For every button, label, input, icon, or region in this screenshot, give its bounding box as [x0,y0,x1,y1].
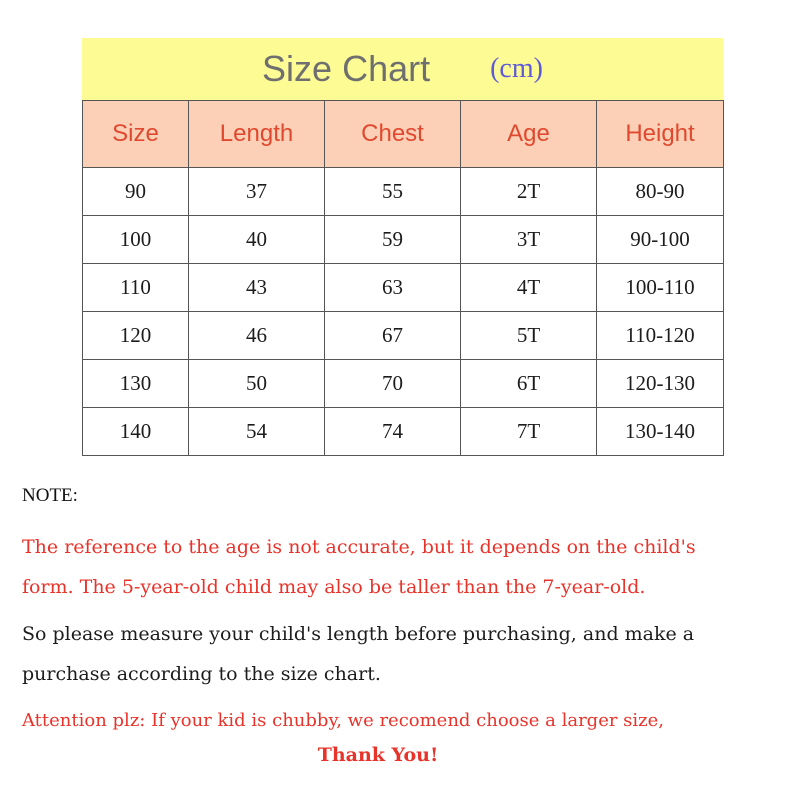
note-measure-line1: So please measure your child's length before purchasing, and make a [22,623,695,645]
cell-length: 46 [189,312,325,360]
cell-chest: 59 [325,216,461,264]
note-measure-line2: purchase according to the size chart. [22,663,381,685]
cell-age: 5T [461,312,597,360]
header-size: Size [83,101,189,168]
cell-size: 140 [83,408,189,456]
cell-size: 100 [83,216,189,264]
attention-note: Attention plz: If your kid is chubby, we recomend choose a larger size, [22,710,665,731]
cell-chest: 63 [325,264,461,312]
cell-length: 37 [189,168,325,216]
thank-you-text: Thank You! [317,744,439,766]
cell-age: 4T [461,264,597,312]
cell-height: 110-120 [597,312,724,360]
table-row [83,168,724,216]
chart-unit: (cm) [490,53,543,84]
cell-age: 3T [461,216,597,264]
cell-age: 6T [461,360,597,408]
chart-title-bar [82,38,723,100]
note-section [22,485,792,766]
cell-height: 80-90 [597,168,724,216]
cell-length: 40 [189,216,325,264]
table-header-row [83,101,724,168]
size-table [82,100,724,456]
cell-size: 110 [83,264,189,312]
cell-size: 120 [83,312,189,360]
cell-age: 2T [461,168,597,216]
cell-chest: 70 [325,360,461,408]
cell-height: 130-140 [597,408,724,456]
header-length: Length [189,101,325,168]
table-row [83,216,724,264]
table-row [83,264,724,312]
cell-chest: 74 [325,408,461,456]
header-age: Age [461,101,597,168]
cell-height: 90-100 [597,216,724,264]
cell-chest: 55 [325,168,461,216]
table-row [83,408,724,456]
header-chest: Chest [325,101,461,168]
cell-size: 90 [83,168,189,216]
note-age-warning-line1: The reference to the age is not accurate, but it depends on the child's [22,536,696,558]
cell-length: 43 [189,264,325,312]
cell-chest: 67 [325,312,461,360]
cell-age: 7T [461,408,597,456]
table-row [83,360,724,408]
note-age-warning-line2: form. The 5-year-old child may also be taller than the 7-year-old. [22,576,646,598]
cell-length: 54 [189,408,325,456]
cell-height: 120-130 [597,360,724,408]
chart-title: Size Chart [262,48,431,89]
table-row [83,312,724,360]
header-height: Height [597,101,724,168]
cell-height: 100-110 [597,264,724,312]
cell-length: 50 [189,360,325,408]
cell-size: 130 [83,360,189,408]
note-label: NOTE: [22,485,78,506]
